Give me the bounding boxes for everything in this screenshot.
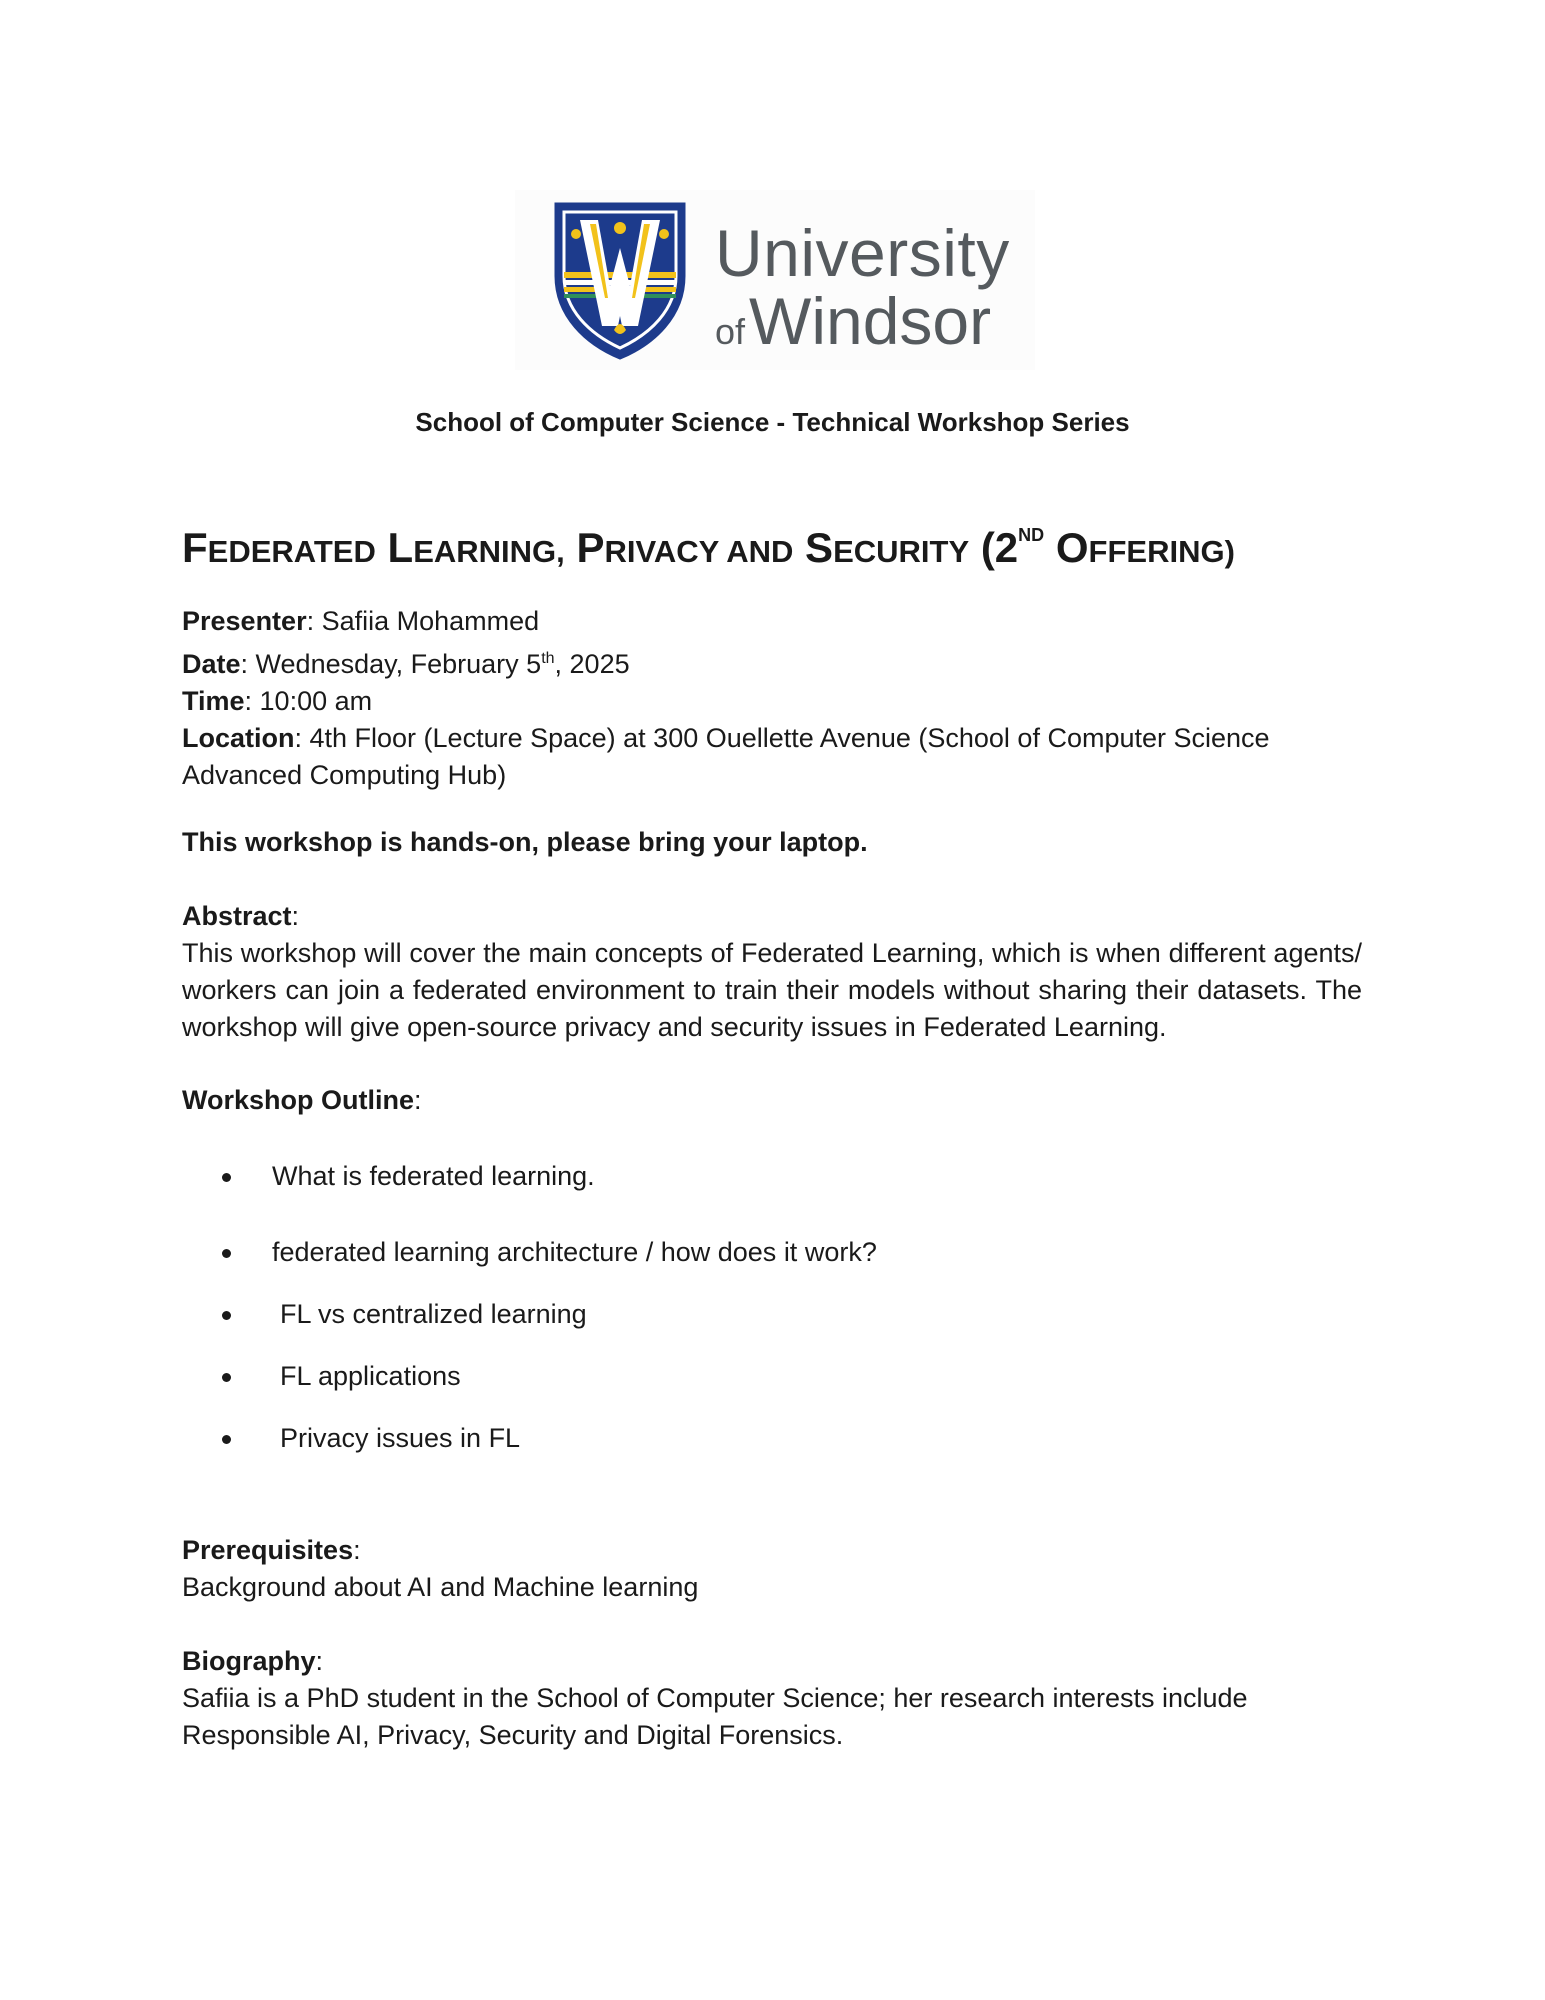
workshop-title: FEDERATED LEARNING, PRIVACY AND SECURITY (2ND OFFERING) (182, 524, 1235, 571)
biography-section (182, 1643, 1322, 1754)
logo-wordmark-of: of (715, 311, 746, 352)
event-details (182, 603, 1362, 794)
bullet-icon (222, 1249, 231, 1258)
prerequisites-heading: Prerequisites: (182, 1535, 361, 1565)
biography-text: Safiia is a PhD student in the School of Computer Science; her research interests include Responsible AI, Privacy, Security and Digital Forensics. (182, 1683, 1248, 1750)
prerequisites-section (182, 1532, 1362, 1606)
biography-heading: Biography: (182, 1646, 324, 1676)
university-crest-icon (550, 198, 690, 363)
bullet-icon (222, 1173, 231, 1182)
logo-wordmark-university: University (715, 216, 1010, 290)
date-line: Date: Wednesday, February 5th, 2025 (182, 649, 630, 679)
abstract-text: This workshop will cover the main concepts of Federated Learning, which is when different agents/ workers can join a federated environment to train their models without sharing their datasets. The workshop will give open-source privacy and security issues in Federated Learning. (182, 938, 1362, 1042)
time-line: Time: 10:00 am (182, 686, 373, 716)
logo-wordmark-windsor-line (715, 284, 1010, 358)
prerequisites-text: Background about AI and Machine learning (182, 1572, 699, 1602)
abstract-section (182, 898, 1362, 1046)
abstract-heading: Abstract: (182, 901, 300, 931)
bullet-icon (222, 1311, 231, 1320)
location-line: Location: 4th Floor (Lecture Space) at 300 Ouellette Avenue (School of Computer Science Advanced Computing Hub) (182, 723, 1270, 790)
bullet-icon (222, 1373, 231, 1382)
bullet-icon (222, 1435, 231, 1444)
logo-wordmark (715, 216, 1010, 358)
university-logo (515, 190, 1035, 370)
workshop-series-heading: School of Computer Science - Technical Workshop Series (415, 407, 1130, 437)
logo-wordmark-windsor: Windsor (749, 284, 992, 358)
outline-heading: Workshop Outline: (182, 1085, 422, 1115)
hands-on-note: This workshop is hands-on, please bring your laptop. (182, 827, 868, 857)
presenter-line: Presenter: Safiia Mohammed (182, 606, 540, 636)
